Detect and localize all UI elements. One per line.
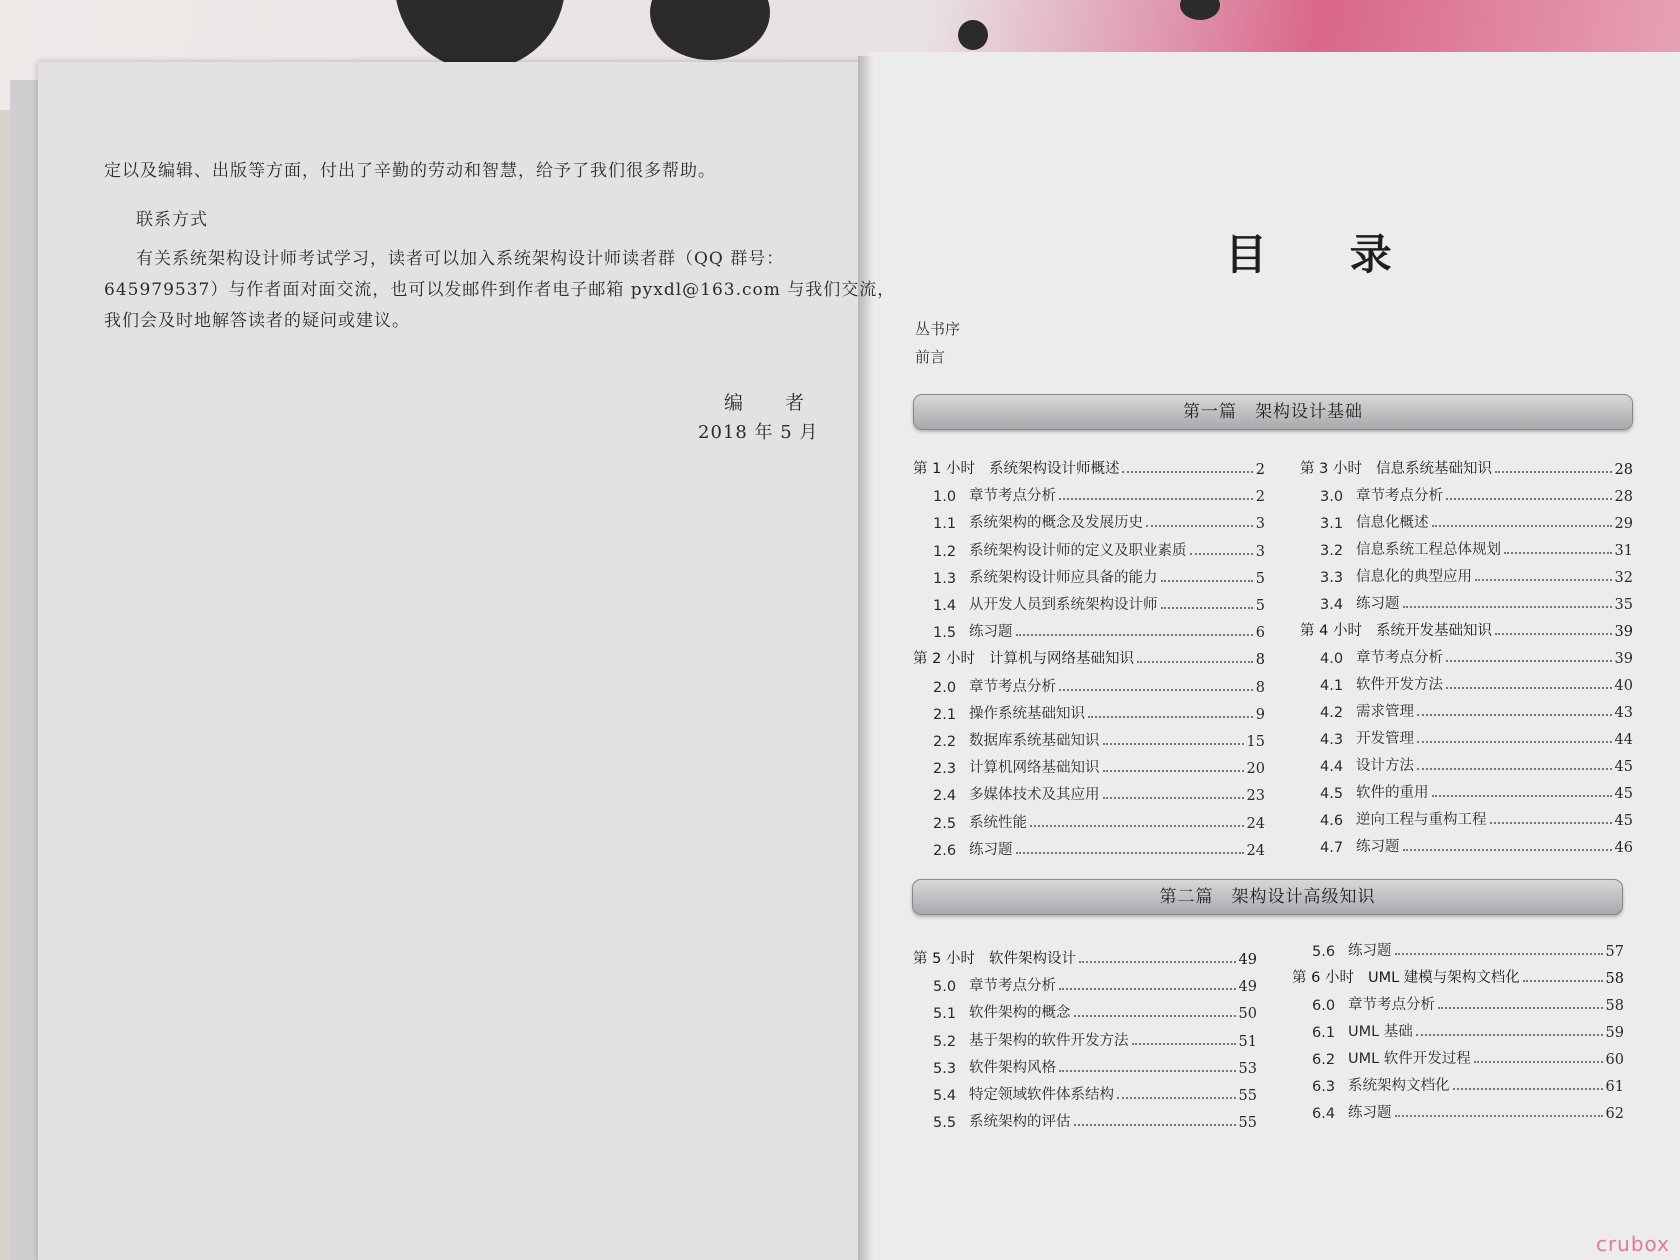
toc-entry-title: 信息系统工程总体规划 (1356, 542, 1501, 558)
toc-section-entry (1300, 674, 1633, 694)
toc-entry-title: 软件开发方法 (1356, 677, 1443, 693)
contact-heading: 联系方式 (136, 210, 208, 230)
toc-entry-page: 32 (1614, 570, 1633, 586)
part-banner: 第二篇 架构设计高级知识 (912, 879, 1623, 915)
toc-entry-title: 需求管理 (1356, 704, 1414, 720)
toc-entry-page: 60 (1605, 1052, 1624, 1068)
toc-section-entry (913, 812, 1265, 832)
contact-text: 我们会及时地解答读者的疑问或建议。 (104, 311, 410, 331)
toc-entry-title: 章节考点分析 (1356, 488, 1443, 504)
toc-entry-page: 8 (1255, 652, 1265, 669)
toc-entry-page: 55 (1238, 1088, 1257, 1104)
toc-section-entry (913, 512, 1265, 532)
toc-entry-page: 58 (1605, 998, 1624, 1014)
toc-entry-number: 第 4 小时 (1300, 623, 1362, 639)
toc-leader-dots (1016, 634, 1253, 636)
toc-section-entry (913, 757, 1265, 777)
toc-leader-dots (1403, 849, 1612, 851)
bleed-through-text (104, 470, 804, 499)
toc-entry-title: 系统开发基础知识 (1375, 623, 1492, 639)
toc-leader-dots (1132, 1043, 1236, 1045)
toc-entry-title: 软件架构风格 (969, 1059, 1056, 1076)
toc-entry-page: 29 (1614, 516, 1633, 532)
toc-entry-page: 28 (1614, 489, 1633, 505)
signature: 编 者 (724, 392, 823, 414)
toc-entry-title: 逆向工程与重构工程 (1356, 812, 1487, 828)
toc-entry-title: 练习题 (1348, 1105, 1392, 1121)
toc-entry-page: 3 (1255, 543, 1265, 560)
toc-leader-dots (1161, 607, 1253, 609)
toc-leader-dots (1146, 525, 1253, 527)
toc-chapter-entry (1300, 458, 1633, 478)
toc-section-entry (1300, 485, 1633, 505)
toc-leader-dots (1103, 743, 1244, 745)
toc-title: 目 录 (1225, 230, 1426, 279)
front-matter-item: 前言 (915, 348, 946, 366)
toc-entry-page: 45 (1614, 759, 1633, 775)
toc-entry-page: 49 (1238, 952, 1257, 968)
toc-entry-number: 4.4 (1320, 759, 1344, 775)
toc-entry-page: 40 (1614, 678, 1633, 694)
toc-section-entry (913, 1002, 1257, 1022)
toc-entry-page: 57 (1605, 944, 1624, 960)
toc-entry-page: 45 (1614, 786, 1633, 802)
toc-leader-dots (1088, 716, 1253, 718)
toc-leader-dots (1059, 689, 1253, 691)
toc-section-entry (1300, 782, 1633, 802)
toc-section-entry (913, 1030, 1257, 1050)
toc-leader-dots (1475, 579, 1612, 581)
toc-entry-number: 3.1 (1320, 516, 1344, 532)
book-gutter (858, 56, 874, 1260)
toc-leader-dots (1137, 661, 1253, 663)
toc-entry-title: 练习题 (969, 841, 1013, 858)
toc-leader-dots (1395, 953, 1603, 955)
toc-entry-page: 49 (1238, 979, 1257, 996)
toc-leader-dots (1417, 768, 1612, 770)
toc-leader-dots (1446, 660, 1612, 662)
toc-entry-title: 开发管理 (1356, 731, 1414, 747)
toc-entry-page: 58 (1605, 971, 1624, 987)
toc-entry-page: 61 (1605, 1079, 1624, 1095)
toc-section-entry (913, 975, 1257, 995)
toc-entry-page: 43 (1614, 705, 1633, 721)
toc-leader-dots (1495, 471, 1612, 473)
toc-leader-dots (1453, 1088, 1603, 1090)
toc-entry-number: 1.0 (933, 489, 957, 506)
preface-text: 定以及编辑、出版等方面，付出了辛勤的劳动和智慧，给予了我们很多帮助。 (104, 161, 716, 181)
toc-entry-number: 4.7 (1320, 840, 1344, 856)
toc-entry-number: 5.0 (933, 979, 957, 996)
toc-entry-title: 多媒体技术及其应用 (969, 787, 1100, 804)
toc-section-entry (1300, 701, 1633, 721)
fabric-blob (395, 0, 565, 70)
toc-section-entry (1300, 593, 1633, 613)
toc-entry-title: 操作系统基础知识 (969, 705, 1085, 722)
watermark: crubox (1595, 1232, 1670, 1256)
toc-entry-number: 1.4 (933, 598, 957, 614)
toc-leader-dots (1079, 961, 1236, 963)
toc-entry-page: 50 (1238, 1006, 1257, 1023)
toc-entry-page: 45 (1614, 813, 1633, 829)
toc-entry-page: 2 (1255, 489, 1265, 506)
toc-section-entry (1300, 755, 1633, 775)
toc-entry-page: 2 (1255, 462, 1265, 478)
toc-entry-page: 51 (1238, 1033, 1257, 1050)
toc-leader-dots (1059, 988, 1236, 990)
toc-leader-dots (1417, 741, 1612, 743)
toc-leader-dots (1446, 498, 1612, 500)
toc-section-entry (1292, 1021, 1624, 1041)
toc-leader-dots (1161, 580, 1253, 582)
toc-entry-title: 章节考点分析 (969, 978, 1056, 995)
toc-entry-page: 28 (1614, 462, 1633, 478)
toc-entry-title: 章节考点分析 (969, 488, 1056, 505)
toc-entry-title: UML 基础 (1348, 1024, 1413, 1040)
toc-section-entry (1300, 566, 1633, 586)
toc-section-entry (1300, 647, 1633, 667)
toc-leader-dots (1117, 1097, 1236, 1099)
toc-entry-number: 3.2 (1320, 543, 1344, 559)
toc-entry-number: 1.1 (933, 516, 957, 533)
toc-section-entry (1300, 728, 1633, 748)
toc-entry-title: 信息化的典型应用 (1356, 569, 1472, 585)
toc-entry-title: 练习题 (1356, 839, 1400, 855)
toc-section-entry (1300, 836, 1633, 856)
toc-entry-title: UML 软件开发过程 (1348, 1051, 1471, 1067)
toc-entry-number: 5.6 (1312, 944, 1336, 960)
toc-chapter-entry (1300, 620, 1633, 640)
toc-section-entry (913, 594, 1265, 614)
toc-leader-dots (1059, 498, 1253, 500)
toc-leader-dots (1016, 852, 1244, 854)
toc-leader-dots (1474, 1061, 1603, 1063)
toc-entry-number: 第 3 小时 (1300, 461, 1362, 477)
toc-entry-title: 系统架构文档化 (1348, 1078, 1450, 1094)
toc-entry-page: 62 (1605, 1106, 1624, 1122)
toc-leader-dots (1074, 1124, 1236, 1126)
toc-entry-number: 2.3 (933, 761, 957, 778)
fabric-dot (958, 20, 988, 50)
toc-entry-page: 35 (1614, 597, 1633, 613)
toc-section-entry (1292, 994, 1624, 1014)
fabric-dot (1180, 0, 1220, 20)
toc-entry-page: 39 (1614, 651, 1633, 667)
toc-entry-number: 4.3 (1320, 732, 1344, 748)
toc-leader-dots (1190, 553, 1253, 555)
toc-entry-number: 6.4 (1312, 1106, 1336, 1122)
toc-entry-title: 软件架构设计 (988, 951, 1076, 967)
part-banner: 第一篇 架构设计基础 (913, 394, 1633, 430)
toc-entry-title: 练习题 (1356, 596, 1400, 612)
toc-leader-dots (1403, 606, 1612, 608)
toc-entry-page: 44 (1614, 732, 1633, 748)
toc-section-entry (913, 567, 1265, 587)
toc-section-entry (1292, 940, 1624, 960)
toc-entry-number: 2.0 (933, 679, 957, 696)
toc-entry-title: 信息化概述 (1356, 515, 1429, 531)
toc-leader-dots (1074, 1015, 1236, 1017)
toc-section-entry (913, 703, 1265, 723)
toc-entry-title: 软件架构的概念 (969, 1005, 1071, 1022)
toc-entry-number: 3.4 (1320, 597, 1344, 613)
toc-section-entry (1292, 1048, 1624, 1068)
toc-entry-number: 2.4 (933, 788, 957, 805)
toc-section-entry (1292, 1075, 1624, 1095)
toc-leader-dots (1504, 552, 1612, 554)
toc-entry-number: 3.3 (1320, 570, 1344, 586)
toc-entry-page: 5 (1255, 570, 1265, 587)
toc-entry-title: 设计方法 (1356, 758, 1414, 774)
toc-section-entry (1292, 1102, 1624, 1122)
toc-entry-page: 8 (1255, 679, 1265, 696)
toc-entry-page: 46 (1614, 840, 1633, 856)
toc-entry-page: 24 (1246, 815, 1265, 832)
toc-entry-title: UML 建模与架构文档化 (1367, 970, 1520, 986)
signature-date: 2018 年 5 月 (698, 422, 819, 443)
toc-entry-number: 4.5 (1320, 786, 1344, 802)
toc-section-entry (1300, 809, 1633, 829)
toc-chapter-entry (913, 948, 1257, 968)
toc-entry-title: 系统架构设计师应具备的能力 (969, 569, 1158, 586)
toc-leader-dots (1490, 822, 1612, 824)
toc-leader-dots (1432, 795, 1612, 797)
toc-section-entry (913, 730, 1265, 750)
toc-entry-title: 基于架构的软件开发方法 (969, 1032, 1129, 1049)
toc-section-entry (913, 1111, 1257, 1131)
toc-section-entry (913, 1084, 1257, 1104)
toc-entry-number: 2.1 (933, 706, 957, 723)
toc-entry-title: 数据库系统基础知识 (969, 733, 1100, 749)
toc-entry-title: 系统性能 (969, 814, 1027, 831)
toc-leader-dots (1395, 1115, 1603, 1117)
toc-entry-title: 章节考点分析 (1348, 997, 1435, 1013)
toc-leader-dots (1416, 1034, 1603, 1036)
toc-entry-title: 软件的重用 (1356, 785, 1429, 801)
toc-entry-number: 6.2 (1312, 1052, 1336, 1068)
toc-entry-number: 4.0 (1320, 651, 1344, 667)
toc-entry-number: 4.1 (1320, 678, 1344, 694)
toc-entry-page: 39 (1614, 624, 1633, 640)
toc-entry-number: 5.3 (933, 1060, 957, 1077)
toc-entry-number: 5.4 (933, 1088, 957, 1104)
toc-leader-dots (1495, 633, 1612, 635)
toc-entry-number: 3.0 (1320, 489, 1344, 505)
toc-section-entry (913, 621, 1265, 641)
toc-entry-title: 计算机与网络基础知识 (988, 651, 1134, 668)
toc-entry-page: 53 (1238, 1060, 1257, 1077)
toc-entry-page: 5 (1255, 598, 1265, 614)
toc-entry-number: 4.6 (1320, 813, 1344, 829)
toc-entry-page: 23 (1246, 788, 1265, 805)
toc-leader-dots (1103, 797, 1244, 799)
toc-leader-dots (1446, 687, 1612, 689)
toc-section-entry (913, 485, 1265, 505)
toc-entry-page: 55 (1238, 1115, 1257, 1132)
toc-entry-number: 5.1 (933, 1006, 957, 1023)
toc-leader-dots (1523, 980, 1603, 982)
toc-entry-number: 1.5 (933, 625, 957, 642)
toc-entry-number: 第 2 小时 (913, 651, 975, 668)
toc-section-entry (1300, 539, 1633, 559)
toc-entry-title: 系统架构的评估 (969, 1114, 1071, 1131)
toc-section-entry (913, 1057, 1257, 1077)
toc-entry-title: 章节考点分析 (969, 678, 1056, 695)
toc-entry-number: 2.2 (933, 734, 957, 750)
toc-entry-number: 1.2 (933, 543, 957, 560)
toc-entry-number: 6.3 (1312, 1079, 1336, 1095)
contact-text: 645979537）与作者面对面交流，也可以发邮件到作者电子邮箱 pyxdl@163.com 与我们交流， (104, 280, 896, 300)
left-page (38, 62, 864, 1260)
toc-leader-dots (1059, 1070, 1236, 1072)
toc-entry-number: 2.5 (933, 815, 957, 832)
toc-entry-page: 24 (1246, 842, 1265, 859)
toc-entry-title: 从开发人员到系统架构设计师 (969, 597, 1158, 613)
toc-entry-page: 3 (1255, 516, 1265, 533)
toc-leader-dots (1432, 525, 1612, 527)
toc-section-entry (913, 676, 1265, 696)
toc-entry-page: 6 (1255, 625, 1265, 642)
toc-entry-title: 计算机网络基础知识 (969, 760, 1100, 777)
toc-entry-number: 1.3 (933, 570, 957, 587)
page-stack-edge (10, 80, 40, 1260)
toc-entry-number: 5.2 (933, 1033, 957, 1050)
fabric-blob (650, 0, 770, 60)
contact-text: 有关系统架构设计师考试学习，读者可以加入系统架构设计师读者群（QQ 群号： (136, 249, 785, 269)
toc-entry-page: 20 (1246, 761, 1265, 778)
toc-entry-number: 6.1 (1312, 1025, 1336, 1041)
toc-leader-dots (1103, 770, 1244, 772)
toc-entry-page: 59 (1605, 1025, 1624, 1041)
toc-entry-number: 第 6 小时 (1292, 970, 1354, 986)
toc-chapter-entry (913, 648, 1265, 668)
toc-entry-number: 第 5 小时 (913, 951, 975, 967)
toc-entry-title: 练习题 (969, 624, 1013, 641)
toc-entry-title: 系统架构的概念及发展历史 (969, 515, 1143, 532)
toc-entry-title: 章节考点分析 (1356, 650, 1443, 666)
toc-entry-number: 4.2 (1320, 705, 1344, 721)
toc-entry-number: 2.6 (933, 842, 957, 859)
toc-leader-dots (1030, 825, 1244, 827)
toc-entry-number: 6.0 (1312, 998, 1336, 1014)
toc-section-entry (1300, 512, 1633, 532)
toc-section-entry (913, 540, 1265, 560)
toc-entry-title: 练习题 (1348, 943, 1392, 959)
toc-entry-number: 5.5 (933, 1115, 957, 1132)
toc-section-entry (913, 839, 1265, 859)
toc-entry-number: 第 1 小时 (913, 461, 975, 477)
toc-leader-dots (1122, 471, 1252, 473)
toc-entry-title: 系统架构设计师概述 (988, 461, 1120, 477)
toc-leader-dots (1417, 714, 1612, 716)
front-matter-item: 丛书序 (915, 320, 961, 338)
toc-entry-page: 31 (1614, 543, 1633, 559)
toc-chapter-entry (1292, 967, 1624, 987)
toc-section-entry (913, 784, 1265, 804)
toc-leader-dots (1438, 1007, 1603, 1009)
toc-entry-title: 特定领域软件体系结构 (969, 1087, 1114, 1103)
toc-chapter-entry (913, 458, 1265, 478)
toc-entry-title: 系统架构设计师的定义及职业素质 (969, 542, 1187, 559)
toc-entry-title: 信息系统基础知识 (1375, 461, 1492, 477)
toc-entry-page: 15 (1246, 734, 1265, 750)
toc-entry-page: 9 (1255, 706, 1265, 723)
